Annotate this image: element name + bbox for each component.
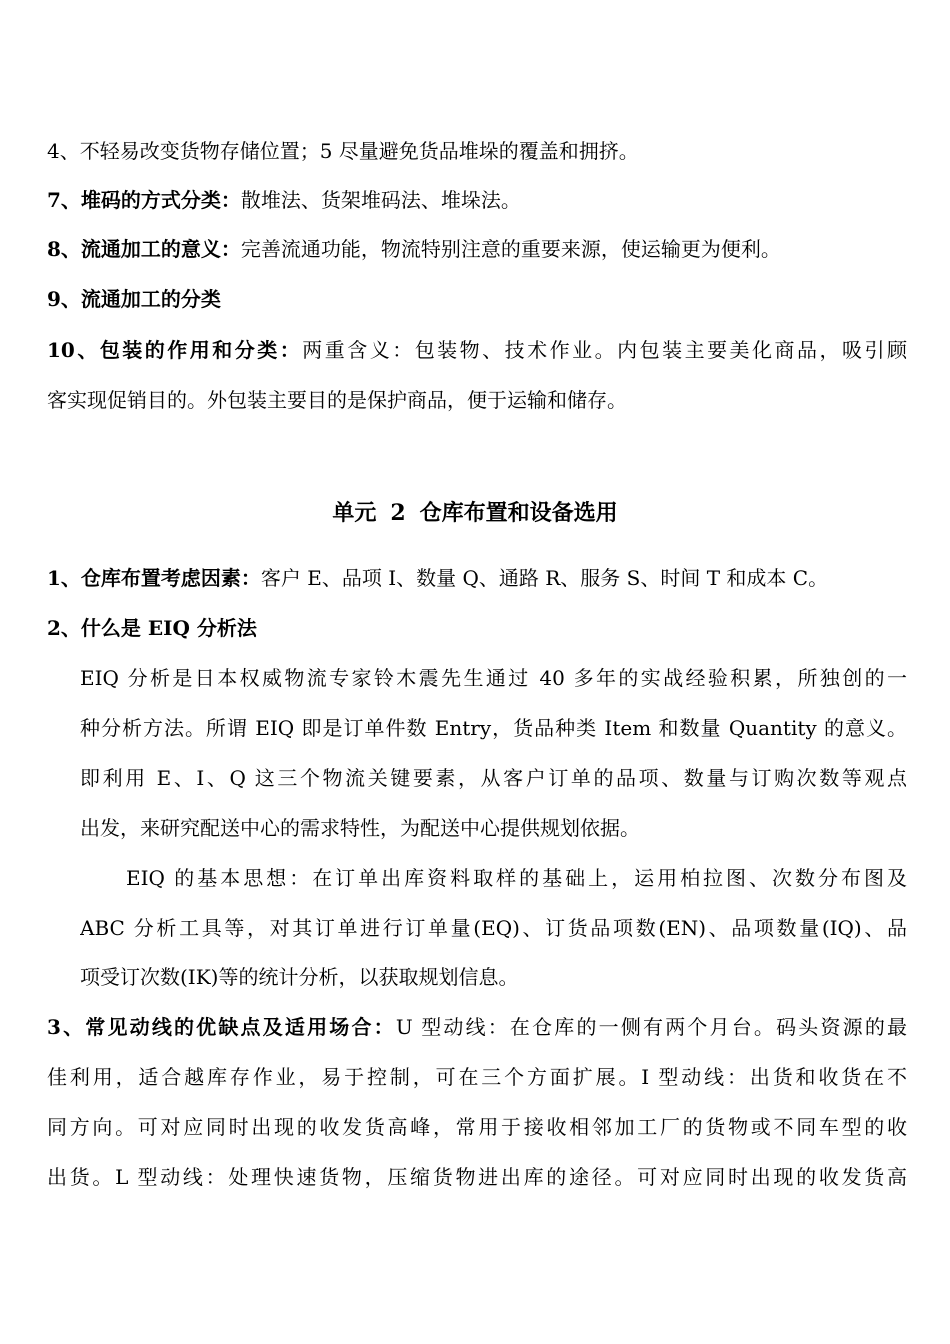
text-line [47,335,907,365]
line-text: U 型动线：在仓库的一侧有两个月台。码头资源的最 [395,1015,907,1039]
line-heading: 9、流通加工的分类 [47,287,221,311]
line-heading: 3、常见动线的优缺点及适用场合： [47,1015,396,1039]
line-text: 客户 E、品项 I、数量 Q、通路 R、服务 S、时间 T 和成本 C。 [260,566,829,590]
line-heading: 10、包装的作用和分类： [47,338,303,362]
text-line [47,385,907,415]
paragraph-line: 种分析方法。所谓 EIQ 即是订单件数 Entry，货品种类 Item 和数量 Quantity 的意义。 [80,716,907,740]
line-heading: 8、流通加工的意义： [47,237,241,261]
paragraph-line: 佳利用，适合越库存作业，易于控制，可在三个方面扩展。I 型动线：出货和收货在不 [47,1065,907,1089]
paragraph-line: 出货。L 型动线：处理快速货物，压缩货物进出库的途径。可对应同时出现的收发货高 [47,1165,907,1189]
line-text: 4、不轻易改变货物存储位置；5 尽量避免货品堆垛的覆盖和拥挤。 [47,139,639,163]
paragraph-line: EIQ 的基本思想：在订单出库资料取样的基础上，运用柏拉图、次数分布图及 [126,866,907,890]
text-line [47,136,907,166]
line-text: 散堆法、货架堆码法、堆垛法。 [240,188,521,212]
paragraph-line: 同方向。可对应同时出现的收发货高峰，常用于接收相邻加工厂的货物或不同车型的收 [47,1115,907,1139]
paragraph-line: 出发，来研究配送中心的需求特性，为配送中心提供规划依据。 [80,816,640,840]
line-text: 两重含义：包装物、技术作业。内包装主要美化商品，吸引顾 [302,338,907,362]
text-line [47,563,907,593]
paragraph-line: 即利用 E、I、Q 这三个物流关键要素，从客户订单的品项、数量与订购次数等观点 [80,766,907,790]
line-text: 完善流通功能，物流特别注意的重要来源，使运输更为便利。 [240,237,781,261]
paragraph-line: 项受订次数(IK)等的统计分析，以获取规划信息。 [80,965,519,989]
section-heading [0,497,950,529]
line-heading: 2、什么是 EIQ 分析法 [47,616,257,640]
line-heading: 7、堆码的方式分类： [47,188,241,212]
paragraph-line: ABC 分析工具等，对其订单进行订单量(EQ)、订货品项数(EN)、品项数量(IQ)、品 [80,916,907,940]
paragraph-line: EIQ 分析是日本权威物流专家铃木震先生通过 40 多年的实战经验积累，所独创的一 [80,666,907,690]
line-heading: 1、仓库布置考虑因素： [47,566,261,590]
text-line [47,284,907,314]
text-line [47,613,907,643]
text-line [47,185,907,215]
line-text: 客实现促销目的。外包装主要目的是保护商品，便于运输和储存。 [47,388,627,412]
text-line [47,1012,907,1042]
section-unit: 单元 [332,500,377,526]
text-line [47,234,907,264]
section-number: 2 [390,500,406,526]
section-title: 仓库布置和设备选用 [419,500,618,526]
